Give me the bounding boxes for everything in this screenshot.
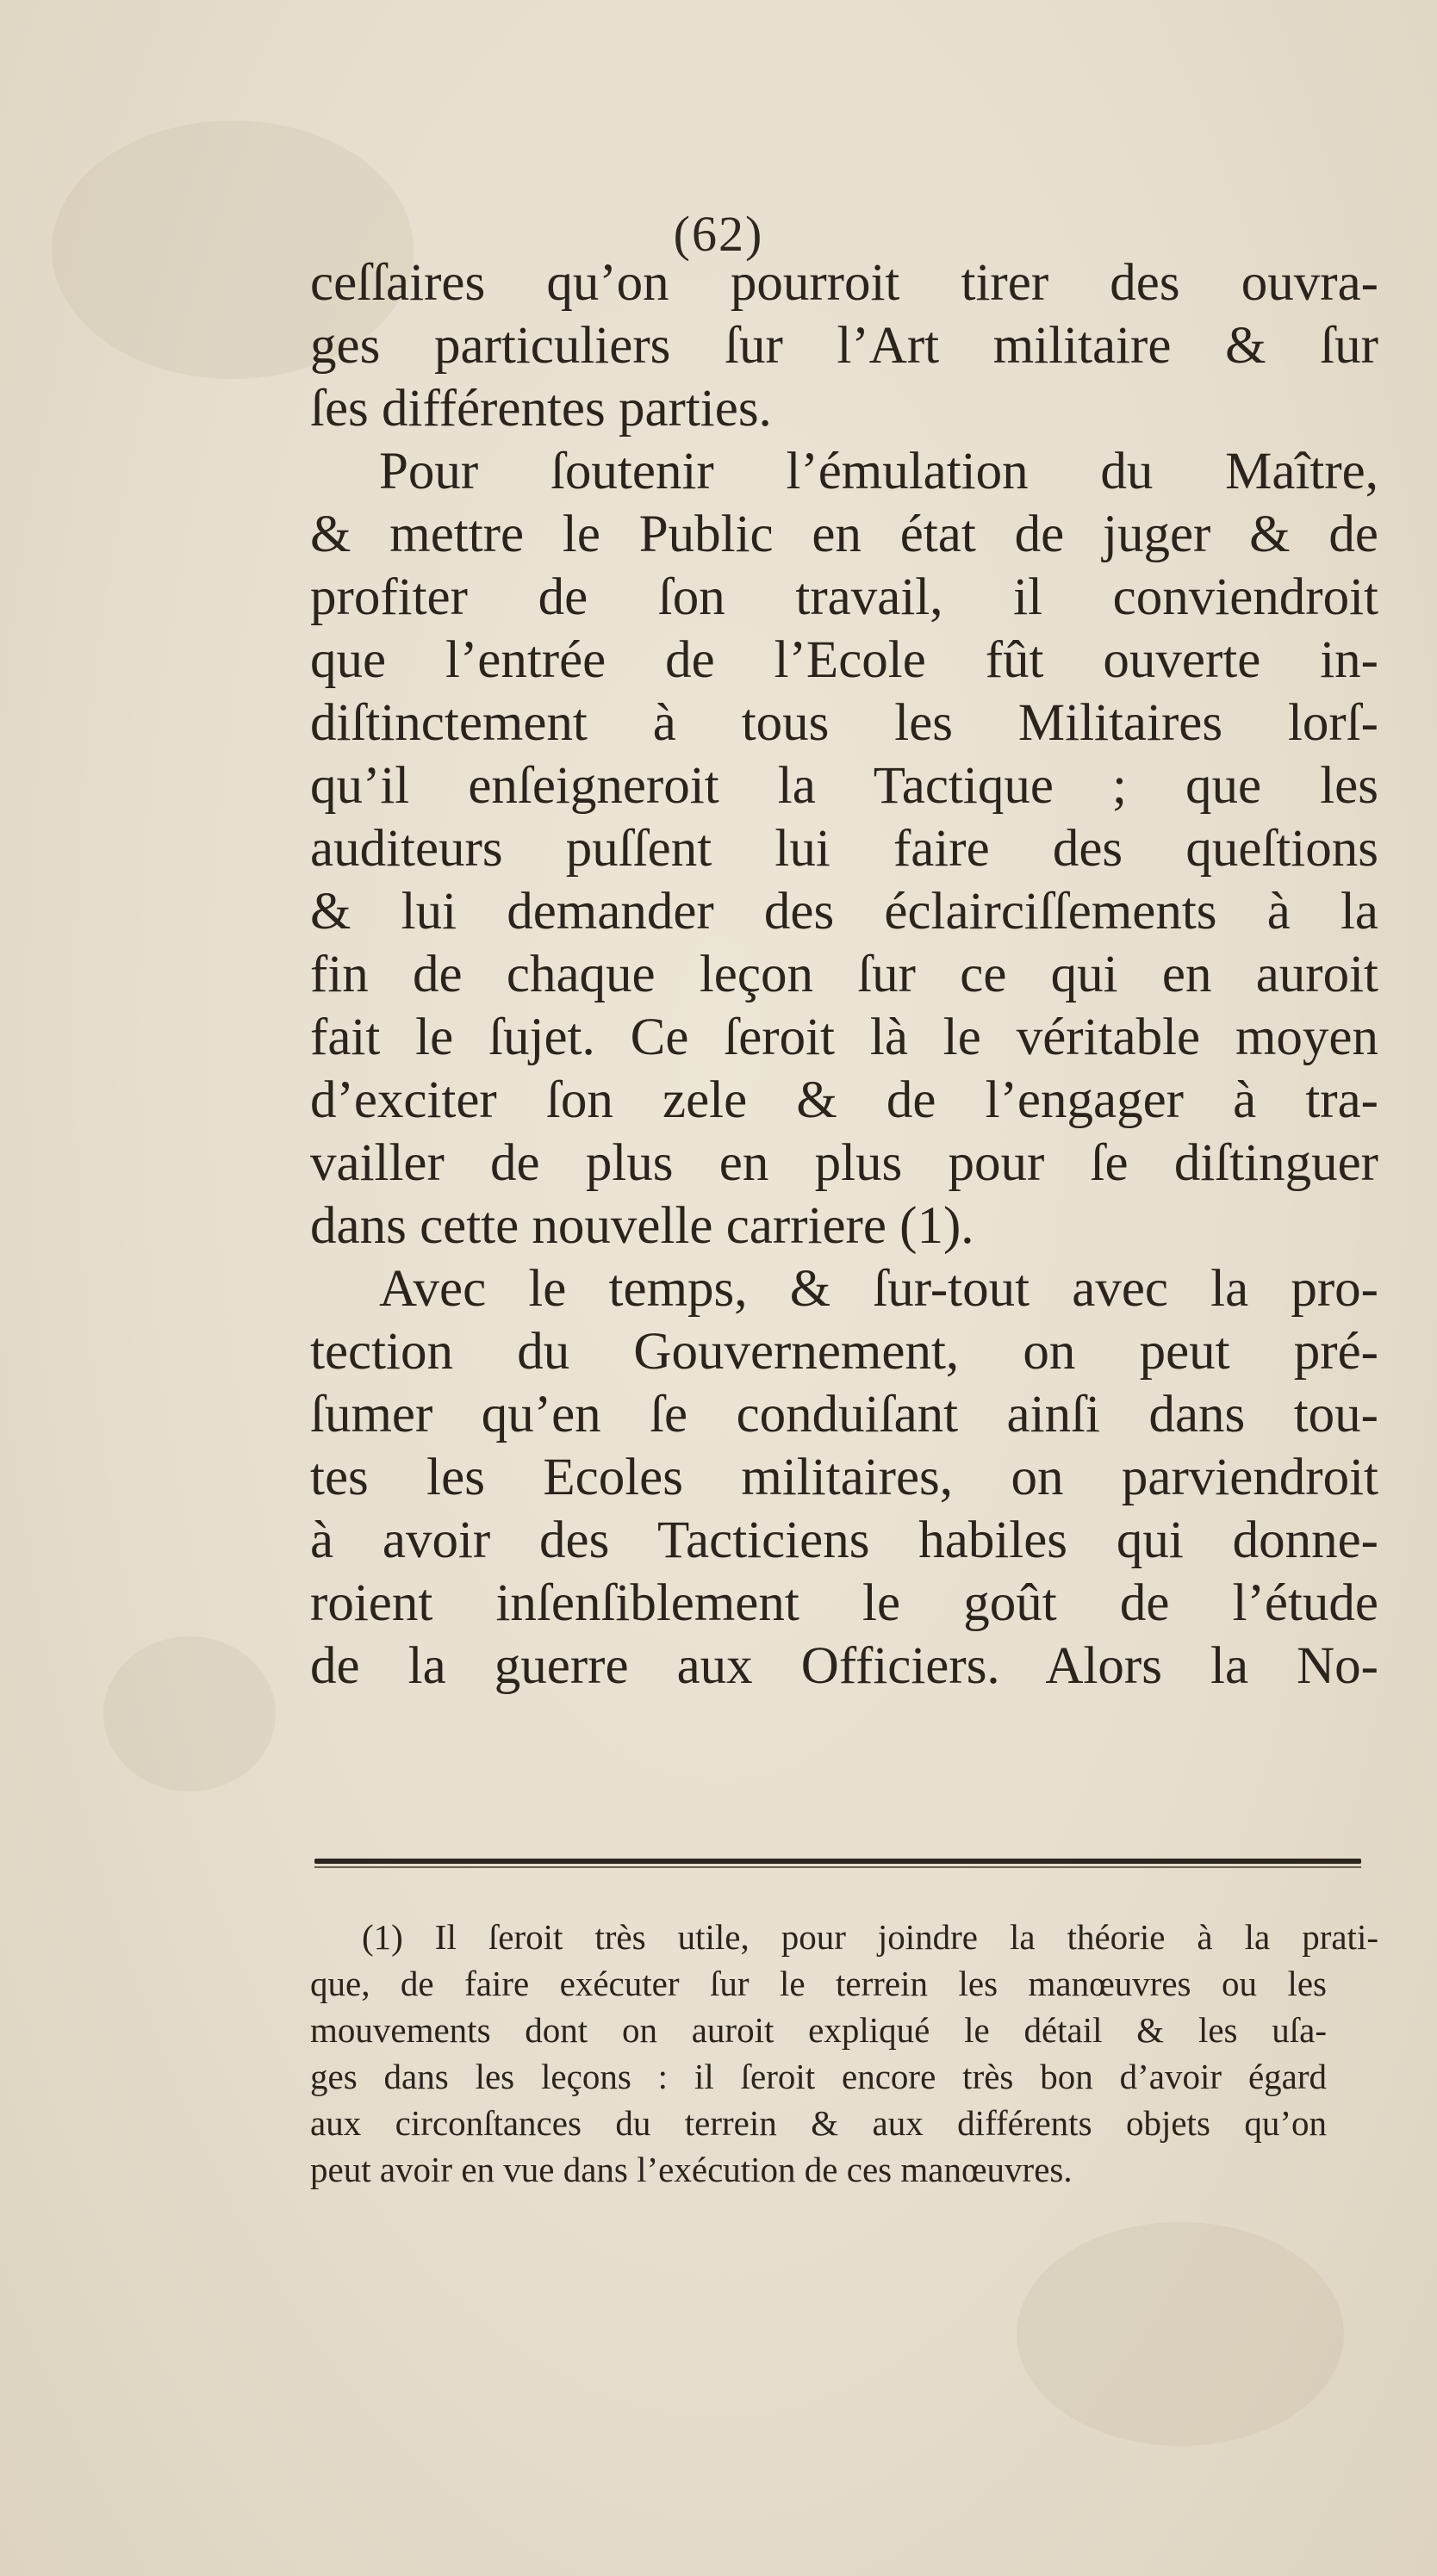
paper-stain bbox=[103, 1636, 276, 1791]
footnote-rule-shadow bbox=[314, 1866, 1361, 1868]
text-line: ſumer qu’en ſe conduiſant ainſi dans tou- bbox=[310, 1386, 1378, 1443]
text-line: auditeurs puſſent lui faire des queſtions bbox=[310, 820, 1378, 878]
footnote bbox=[310, 1914, 1378, 2193]
paper-stain bbox=[1017, 2222, 1344, 2446]
text-line: fait le ſujet. Ce ſeroit là le véritable moyen bbox=[310, 1009, 1378, 1066]
text-line: qu’il enſeigneroit la Tactique ; que les bbox=[310, 757, 1378, 815]
text-line: d’exciter ſon zele & de l’engager à tra- bbox=[310, 1071, 1378, 1129]
text-line: Pour ſoutenir l’émulation du Maître, bbox=[379, 443, 1378, 500]
footnote-line: aux circonſtances du terrein & aux différents objets qu’on bbox=[310, 2103, 1327, 2143]
text-line: roient inſenſiblement le goût de l’étude bbox=[310, 1574, 1378, 1632]
text-line: ſes différentes parties. bbox=[310, 380, 772, 438]
text-line: ceſſaires qu’on pourroit tirer des ouvra- bbox=[310, 254, 1378, 312]
text-line: à avoir des Tacticiens habiles qui donne- bbox=[310, 1511, 1378, 1569]
text-line: Avec le temps, & ſur-tout avec la pro- bbox=[379, 1260, 1378, 1318]
text-line: fin de chaque leçon ſur ce qui en auroit bbox=[310, 946, 1378, 1003]
text-line: tection du Gouvernement, on peut pré- bbox=[310, 1323, 1378, 1381]
footnote-rule bbox=[314, 1859, 1361, 1864]
footnote-line: ges dans les leçons : il ſeroit encore très bon d’avoir égard bbox=[310, 2057, 1327, 2096]
text-line: profiter de ſon travail, il conviendroit bbox=[310, 568, 1378, 626]
text-line: & lui demander des éclairciſſements à la bbox=[310, 883, 1378, 940]
page-number: (62) bbox=[673, 206, 764, 262]
text-line: & mettre le Public en état de juger & de bbox=[310, 506, 1378, 563]
footnote-line: (1) Il ſeroit très utile, pour joindre la théorie à la prati- bbox=[362, 1917, 1378, 1957]
text-line: que l’entrée de l’Ecole fût ouverte in- bbox=[310, 631, 1378, 689]
text-line: tes les Ecoles militaires, on parviendroit bbox=[310, 1449, 1378, 1506]
text-line: vailler de plus en plus pour ſe diſtinguer bbox=[310, 1134, 1378, 1192]
main-text bbox=[310, 251, 1378, 1698]
footnote-line: peut avoir en vue dans l’exécution de ces manœuvres. bbox=[310, 2150, 1073, 2189]
footnote-line: que, de faire exécuter ſur le terrein les manœuvres ou les bbox=[310, 1964, 1327, 2003]
text-line: diſtinctement à tous les Militaires lorſ- bbox=[310, 694, 1378, 752]
text-line: de la guerre aux Officiers. Alors la No- bbox=[310, 1637, 1378, 1695]
footnote-line: mouvements dont on auroit expliqué le détail & les uſa- bbox=[310, 2010, 1327, 2050]
text-line: dans cette nouvelle carriere (1). bbox=[310, 1197, 974, 1255]
text-line: ges particuliers ſur l’Art militaire & ſur bbox=[310, 317, 1378, 375]
